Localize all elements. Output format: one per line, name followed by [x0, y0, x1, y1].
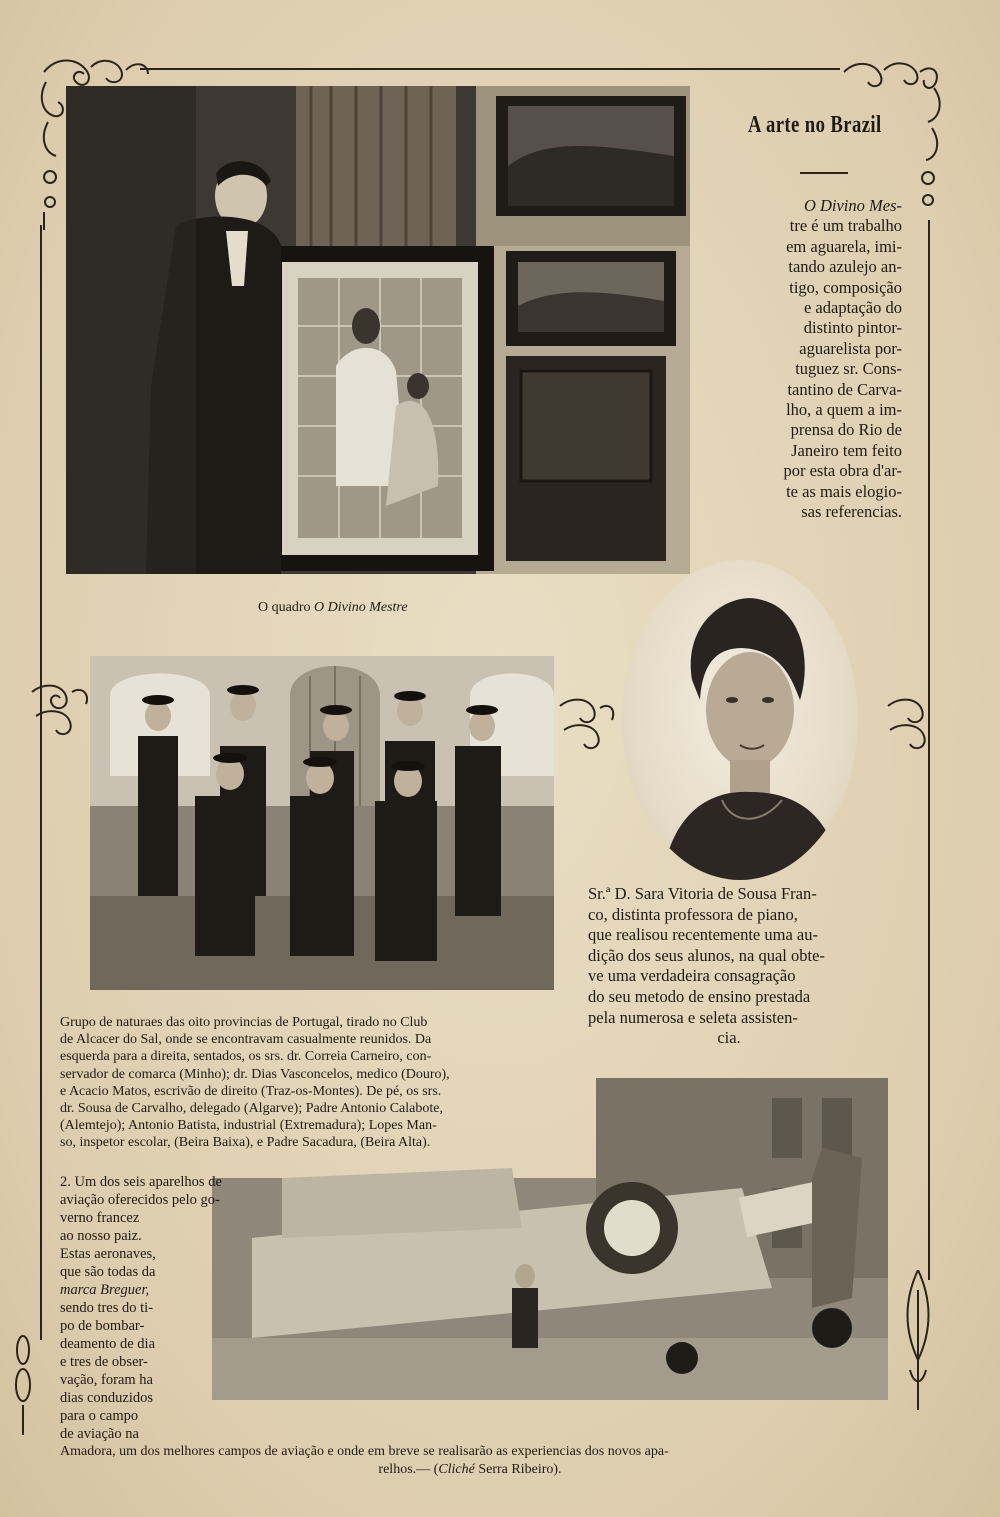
- painting-caption: [258, 598, 518, 617]
- intro-line: sas referencias.: [801, 502, 902, 522]
- portrait-caption-line: pela numerosa e seleta assisten-: [588, 1007, 798, 1027]
- aviation-caption-line: Estas aeronaves,: [60, 1246, 156, 1262]
- aviation-caption: [60, 1173, 260, 1443]
- left-side-ornament: [26, 682, 92, 742]
- intro-line: tantino de Carva-: [787, 379, 902, 399]
- article-intro: [726, 196, 902, 523]
- credit-suffix: Serra Ribeiro).: [474, 1462, 562, 1477]
- aviation-caption-line: sendo tres do ti-: [60, 1300, 154, 1316]
- aviation-caption-line: dias conduzidos: [60, 1390, 154, 1406]
- portrait-caption-line: cia.: [717, 1028, 741, 1048]
- aviation-caption-line: e tres de obser-: [60, 1354, 148, 1370]
- airplane-photo: [212, 1078, 888, 1400]
- group-caption-line: de Alcacer do Sal, onde se encontravam casualmente reunidos. Da: [60, 1032, 432, 1048]
- aviation-caption-line: vação, foram ha: [60, 1372, 153, 1388]
- aviation-caption-final: [60, 1443, 880, 1479]
- painting-caption-title: O Divino Mestre: [314, 600, 408, 615]
- portrait-caption-line: ve uma verdadeira consagração: [588, 966, 796, 986]
- aviation-caption-line: que são todas da: [60, 1264, 156, 1280]
- bottom-right-ornament: [898, 1270, 938, 1420]
- intro-line: e adaptação do: [803, 298, 902, 318]
- aviation-caption-line: de aviação na: [60, 1426, 139, 1442]
- intro-line: por esta obra d'ar-: [783, 461, 902, 481]
- intro-line: Janeiro tem feito: [791, 440, 902, 460]
- group-photo: [90, 656, 554, 990]
- intro-line: lho, a quem a im-: [786, 400, 902, 420]
- group-caption-line: so, inspetor escolar, (Beira Baixa), e Padre Sacadura, (Beira Alta).: [60, 1135, 431, 1151]
- intro-line: aguarelista por-: [799, 338, 902, 358]
- group-caption-line: dr. Sousa de Carvalho, delegado (Algarve); Padre Antonio Calabote,: [60, 1101, 443, 1117]
- title-underline: [800, 172, 848, 174]
- intro-line: tre é um trabalho: [789, 216, 902, 236]
- aviation-caption-line: aviação oferecidos pelo go-: [60, 1192, 220, 1208]
- bottom-left-ornament: [8, 1330, 38, 1440]
- aviation-caption-line: para o campo: [60, 1408, 139, 1424]
- credit-italic: Cliché: [438, 1462, 475, 1477]
- left-border-rule: [40, 225, 42, 1340]
- portrait-caption-line: Sr.ª D. Sara Vitoria de Sousa Fran-: [588, 884, 817, 903]
- portrait-photo: [622, 560, 858, 880]
- top-border-rule: [140, 68, 840, 70]
- aviation-caption-line: 2. Um dos seis aparelhos de: [60, 1174, 222, 1190]
- group-caption-line: servador de comarca (Minho); dr. Dias Vasconcelos, medico (Douro),: [60, 1066, 450, 1082]
- intro-line: te as mais elogio-: [786, 481, 902, 501]
- portrait-caption-line: que realisou recentemente uma au-: [588, 925, 818, 945]
- portrait-caption-line: dição dos seus alunos, na qual obte-: [588, 945, 825, 965]
- aviation-caption-line: po de bombar-: [60, 1318, 145, 1334]
- article-title: A arte no Brazil: [748, 112, 882, 138]
- group-caption-line: Grupo de naturaes das oito provincias de Portugal, tirado no Club: [60, 1015, 428, 1030]
- intro-line: distinto pintor-: [803, 318, 902, 338]
- aviation-caption-line: deamento de dia: [60, 1336, 156, 1352]
- portrait-caption-line: co, distinta professora de piano,: [588, 904, 798, 924]
- center-side-ornament: [552, 694, 618, 754]
- group-caption-line: (Alemtejo); Antonio Batista, industrial (Extremadura); Lopes Man-: [60, 1118, 437, 1134]
- intro-line: tigo, composição: [789, 277, 902, 297]
- group-caption-line: e Acacio Matos, escrivão de direito (Traz-os-Montes). De pé, os srs.: [60, 1083, 442, 1099]
- aviation-caption-line: verno francez: [60, 1210, 140, 1226]
- intro-line: em aguarela, imi-: [786, 236, 902, 256]
- group-caption-line: esquerda para a direita, sentados, os srs. dr. Correia Carneiro, con-: [60, 1049, 432, 1065]
- painting-caption-prefix: O quadro: [258, 600, 311, 615]
- portrait-caption: [588, 884, 870, 1049]
- credit-prefix: relhos.— (: [378, 1462, 439, 1477]
- right-side-ornament: [882, 696, 932, 756]
- intro-line: tando azulejo an-: [788, 257, 902, 277]
- intro-line: tuguez sr. Cons-: [795, 359, 902, 379]
- intro-line: prensa do Rio de: [790, 420, 902, 440]
- painting-photo: [66, 86, 690, 574]
- portrait-caption-line: do seu metodo de ensino prestada: [588, 986, 811, 1006]
- aviation-caption-final-line-2: [60, 1461, 880, 1479]
- intro-line: O Divino Mes-: [803, 196, 902, 215]
- aviation-caption-final-line: Amadora, um dos melhores campos de aviação e onde em breve se realisarão as experiencias dos novos apa-: [60, 1444, 669, 1459]
- aviation-caption-line: ao nosso paiz.: [60, 1228, 142, 1244]
- aviation-caption-line: marca Breguer,: [60, 1282, 150, 1298]
